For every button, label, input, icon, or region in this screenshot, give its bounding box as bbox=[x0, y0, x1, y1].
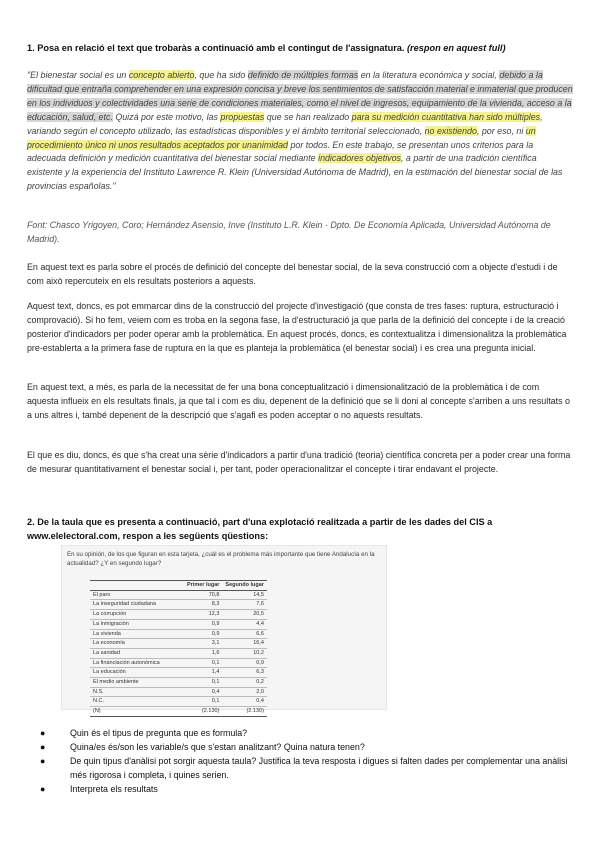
table-row bbox=[90, 668, 267, 678]
table-cell: 0,1 bbox=[184, 678, 222, 688]
highlight-gray: debido a la dificultad que entraña comprehender en una expresión concisa y breve los sentimientos de satisfacción material e inmaterial que producen en los individuos y colectividades una serie de condiciones materiales, como el nivel de ingresos, equipamiento de la vivienda, acceso a la educación, salud, etc. bbox=[27, 70, 573, 122]
table-cell: 12,3 bbox=[184, 610, 222, 620]
highlight-yellow: concepto abierto bbox=[128, 70, 195, 80]
survey-table-image bbox=[61, 545, 387, 715]
bullet-dot-icon: ● bbox=[40, 783, 46, 794]
question-2-bullets bbox=[40, 727, 570, 797]
table-cell-label: N.C. bbox=[90, 697, 184, 707]
table-row bbox=[90, 687, 267, 697]
table-caption: En su opinión, de los que figuran en esta tarjeta, ¿cuál es el problema más importante que tiene Andalucía en la actualidad? ¿Y en segundo lugar? bbox=[67, 551, 375, 567]
table-row bbox=[90, 590, 267, 600]
survey-table bbox=[90, 580, 267, 717]
quote-segment: , por eso, ni bbox=[476, 125, 526, 136]
table-cell: 0,4 bbox=[222, 697, 267, 707]
question-1-heading bbox=[27, 42, 573, 56]
bullet-text: De quin tipus d'anàlisi pot sorgir aquesta taula? Justifica la teva resposta i digues si falten dades per complementar una anàlisi més rigorosa i completa, i quines serien. bbox=[70, 755, 568, 780]
table-cell-label: La economía bbox=[90, 639, 184, 649]
table-cell-label: La financiación autonómica bbox=[90, 658, 184, 668]
table-cell-label: La educación bbox=[90, 668, 184, 678]
table-cell-label: N.S. bbox=[90, 687, 184, 697]
table-cell-label: (N) bbox=[90, 707, 184, 717]
table-cell: 16,4 bbox=[222, 639, 267, 649]
table-cell-label: La inmigración bbox=[90, 619, 184, 629]
bullet-dot-icon: ● bbox=[40, 741, 46, 752]
table-row bbox=[90, 697, 267, 707]
source-citation: Font: Chasco Yrigoyen, Coro; Hernández Asensio, Inve (Instituto L.R. Klein · Dpto. De Economía Aplicada, Universidad Autónoma de Madrid). bbox=[27, 220, 551, 244]
answer-paragraph-2: Aquest text, doncs, es pot emmarcar dins de la construcció del projecte d'investigació (que consta de tres fases: ruptura, estructuració i comprovació). Si ho fem, veiem com es troba en la segona fase, la d'estructuració ja que parla de la definició del concepte i de la creació posterior d'indicadors per poder operar amb la problemàtica. En aquest procés, doncs, es contextualitza i dimensionalitza la problemàtica pre-establerta a la primera fase de ruptura en la que es planteja la problemàtica (el benestar social) i es crea una pregunta inicial. bbox=[27, 301, 567, 353]
table-cell-label: La vivienda bbox=[90, 629, 184, 639]
quote-segment: , a partir de una tradición científica existente y la experiencia del Instituto Lawrence R. Klein (Universidad Autónoma de Madrid), en la estimación del bienestar social de las provincias españolas." bbox=[27, 153, 563, 192]
table-cell: 7,6 bbox=[222, 600, 267, 610]
table-cell: (2.130) bbox=[222, 707, 267, 717]
question-1-note: (respon en aquest full) bbox=[407, 43, 506, 53]
highlight-yellow: para su medición cuantitativa han sido múltiples bbox=[351, 111, 541, 122]
table-header-cell bbox=[90, 581, 184, 591]
table-cell: 0,9 bbox=[184, 629, 222, 639]
table-cell: 0,2 bbox=[222, 678, 267, 688]
bullet-text: Quin és el tipus de pregunta que es formula? bbox=[70, 728, 248, 738]
table-cell: (2.130) bbox=[184, 707, 222, 717]
quoted-text bbox=[27, 69, 573, 194]
table-cell: 0,1 bbox=[184, 697, 222, 707]
table-row bbox=[90, 648, 267, 658]
table-cell: 6,3 bbox=[222, 668, 267, 678]
highlight-yellow: un procedimiento único ni unos resultados aceptados por unanimidad bbox=[27, 125, 536, 150]
bullet-item bbox=[40, 741, 570, 755]
answer-paragraph-3: En aquest text, a més, es parla de la necessitat de fer una bona conceptualització i dimensionalització de la problemàtica i de com aquesta influeix en els resultats finals, ja que tal i com es diu, depenent de la definició que se li doni al concepte s'arriben a uns resultats o a uns altres i, també depenent de la descripció que s'agafi es poden acceptar o no aquests resultats. bbox=[27, 382, 570, 420]
table-header-cell: Primer lugar bbox=[184, 581, 222, 591]
table-cell: 1,6 bbox=[184, 648, 222, 658]
answer-paragraph-1: En aquest text es parla sobre el procés de definició del concepte del benestar social, de la seva construcció com a objecte d'estudi i de com això repercuteix en els resultats posteriors a aquests. bbox=[27, 262, 558, 286]
table-header-cell: Segundo lugar bbox=[222, 581, 267, 591]
table-row bbox=[90, 658, 267, 668]
table-row bbox=[90, 629, 267, 639]
table-row bbox=[90, 619, 267, 629]
question-1-text: 1. Posa en relació el text que trobaràs a continuació amb el contingut de l'assignatura. bbox=[27, 43, 407, 53]
table-total-row bbox=[90, 707, 267, 717]
highlight-yellow: no existiendo bbox=[424, 125, 477, 136]
table-row bbox=[90, 678, 267, 688]
quote-segment: por todos. En este trabajo, se presentan unos criterios para la adecuada definición y medición cuantitativa del bienestar social mediante bbox=[27, 139, 534, 164]
highlight-yellow: indicadores objetivos bbox=[318, 153, 401, 164]
table-cell: 0,9 bbox=[222, 658, 267, 668]
bullet-text: Interpreta els resultats bbox=[70, 783, 158, 794]
table-cell: 6,6 bbox=[222, 629, 267, 639]
table-cell: 14,5 bbox=[222, 590, 267, 600]
quote-segment: en la literatura económica y social, bbox=[358, 70, 500, 80]
table-cell: 70,8 bbox=[184, 590, 222, 600]
table-cell: 10,2 bbox=[222, 648, 267, 658]
table-cell: 2,0 bbox=[222, 687, 267, 697]
quote-segment: Quizá por este motivo, las bbox=[112, 111, 221, 122]
question-2-heading: 2. De la taula que es presenta a continuació, part d'una explotació realitzada a partir de les dades del CIS a www.elelectoral.com, respon a les següents qüestions: bbox=[27, 517, 493, 541]
table-cell-label: La sanidad bbox=[90, 648, 184, 658]
table-cell: 8,3 bbox=[184, 600, 222, 610]
bullet-item bbox=[40, 755, 570, 783]
answer-paragraph-4: El que es diu, doncs, és que s'ha creat una sèrie d'indicadors a partir d'una tradició (teoria) científica concreta per a poder crear una forma de mesurar quantitativament el benestar social i, per tant, poder operacionalitzar el concepte i tirar endavant el projecte. bbox=[27, 450, 571, 474]
table-row bbox=[90, 639, 267, 649]
table-cell-label: El paro bbox=[90, 590, 184, 600]
table-cell-label: El medio ambiente bbox=[90, 678, 184, 688]
bullet-item bbox=[40, 727, 570, 741]
quote-segment: "El bienestar social es un bbox=[27, 70, 129, 80]
table-row bbox=[90, 600, 267, 610]
table-cell: 1,4 bbox=[184, 668, 222, 678]
table-row bbox=[90, 610, 267, 620]
table-cell: 20,5 bbox=[222, 610, 267, 620]
table-cell: 0,4 bbox=[184, 687, 222, 697]
bullet-dot-icon: ● bbox=[40, 728, 46, 738]
highlight-gray: definido de múltiples formas bbox=[247, 70, 359, 80]
bullet-dot-icon: ● bbox=[40, 755, 46, 766]
quote-segment: , que ha sido bbox=[194, 70, 248, 80]
table-header-row bbox=[90, 581, 267, 591]
table-cell: 4,4 bbox=[222, 619, 267, 629]
table-cell: 3,1 bbox=[184, 639, 222, 649]
table-cell-label: La inseguridad ciudadana bbox=[90, 600, 184, 610]
table-cell: 0,1 bbox=[184, 658, 222, 668]
highlight-yellow: propuestas bbox=[220, 111, 265, 122]
bullet-item bbox=[40, 783, 570, 797]
quote-segment: , variando según el concepto utilizado, las estadísticas disponibles y el ámbito territorial seleccionado, bbox=[27, 111, 543, 136]
table-cell: 0,9 bbox=[184, 619, 222, 629]
quote-segment: que se han realizado bbox=[264, 111, 352, 122]
table-cell-label: La corrupción bbox=[90, 610, 184, 620]
bullet-text: Quina/es és/son les variable/s que s'estan analitzant? Quina natura tenen? bbox=[70, 741, 365, 752]
